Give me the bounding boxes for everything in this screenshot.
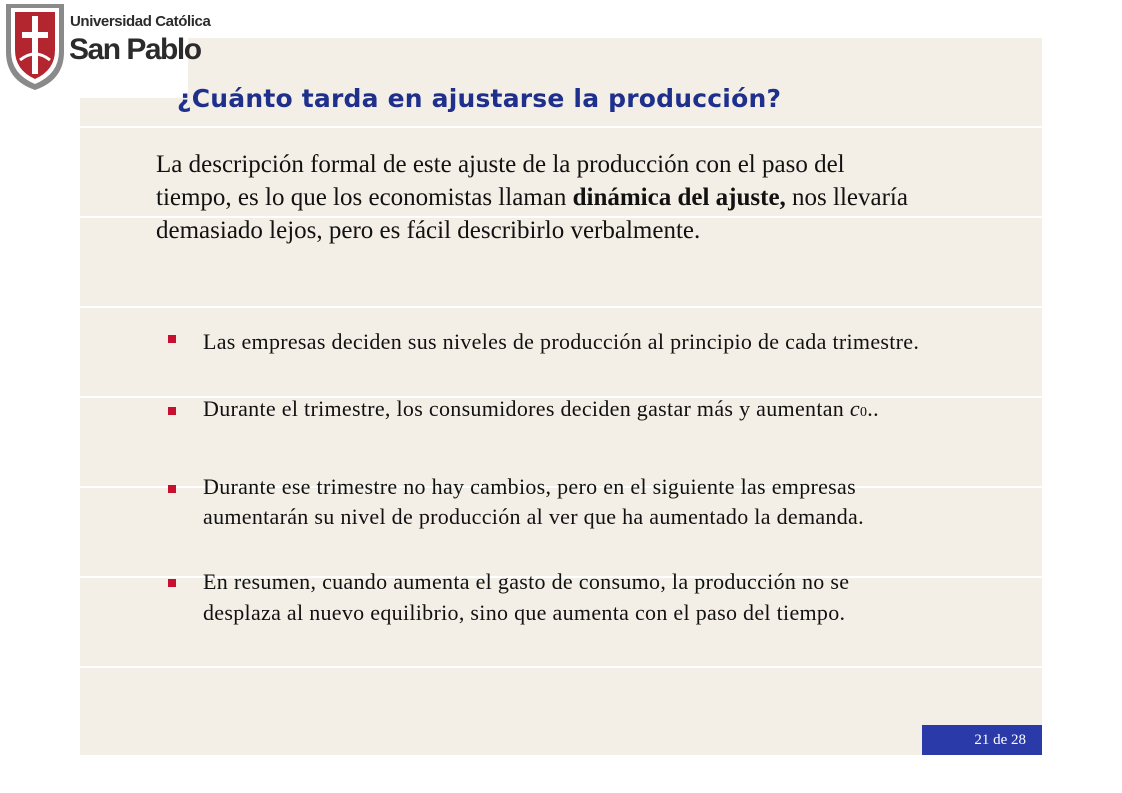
divider-line — [80, 666, 1042, 668]
bullet-text-part: Durante el trimestre, los consumidores deciden gastar más y aumentan — [203, 396, 850, 421]
bullet-text: Durante ese trimestre no hay cambios, pero en el siguiente las empresas aumentarán su nivel de producción al ver que ha aumentado la demanda. — [203, 474, 864, 529]
intro-paragraph — [156, 148, 916, 247]
bullet-text — [203, 390, 928, 432]
bullet-square-icon — [168, 485, 176, 493]
slide-title: ¿Cuánto tarda en ajustarse la producción? — [177, 84, 782, 113]
bullet-square-icon — [168, 579, 176, 587]
logo-text-name: San Pablo — [69, 33, 201, 66]
bullet-square-icon — [168, 335, 176, 343]
bullet-text: En resumen, cuando aumenta el gasto de consumo, la producción no se desplaza al nuevo equilibrio, sino que aumenta con el paso del tiempo. — [203, 569, 850, 625]
bullet-text: Las empresas deciden sus niveles de producción al principio de cada trimestre. — [203, 329, 920, 354]
bullet-square-icon — [168, 407, 176, 415]
variable-c: c — [849, 396, 860, 421]
bullet-text-part: .. — [867, 396, 879, 421]
intro-bold-term: dinámica del ajuste, — [572, 184, 786, 211]
logo-text-university: Universidad Católica — [70, 13, 211, 30]
shield-icon — [2, 0, 68, 92]
divider-line — [80, 306, 1042, 308]
intro-text-end: nos llevaría demasiado lejos, pero es fácil describirlo verbalmente. — [156, 184, 908, 244]
variable-subscript: 0 — [859, 405, 868, 420]
divider-line — [80, 126, 1042, 128]
page-indicator: 21 de 28 — [922, 725, 1042, 755]
intro-text-start: La descripción formal de este ajuste de la producción con el paso del tiempo, es lo que los economistas llaman — [156, 151, 845, 211]
university-logo — [0, 0, 211, 98]
